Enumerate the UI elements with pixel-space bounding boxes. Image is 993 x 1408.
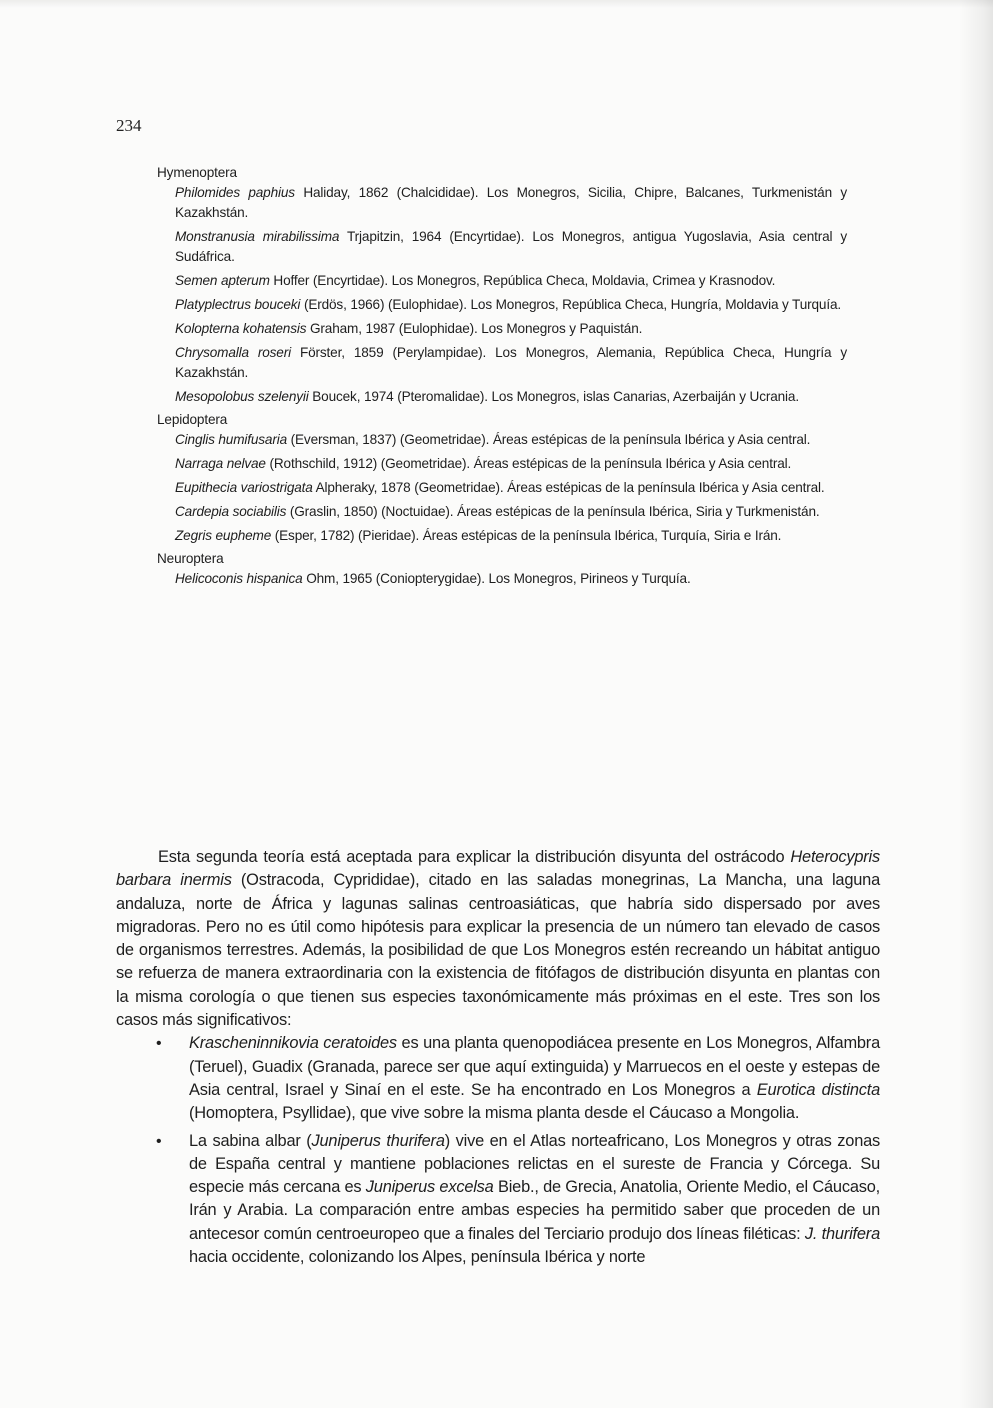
order-heading: Hymenoptera — [157, 165, 237, 180]
species-details: Alpheraky, 1878 (Geometridae). Áreas estépicas de la península Ibérica y Asia central. — [312, 480, 825, 495]
paragraph-text: Esta segunda teoría está aceptada para explicar la distribución disyunta del ostrácodo — [158, 848, 791, 866]
bullet-text: hacia occidente, colonizando los Alpes, península Ibérica y norte — [189, 1248, 646, 1267]
species-details: Haliday, 1862 (Chalcididae). Los Monegros, Sicilia, Chipre, Balcanes, Turkmenistán y Kazakhstán. — [175, 185, 847, 220]
species-entry — [175, 295, 847, 315]
species-entry — [175, 430, 847, 450]
species-details: (Rothschild, 1912) (Geometridae). Áreas estépicas de la península Ibérica y Asia central. — [265, 456, 792, 471]
species-name: J. thurifera — [804, 1224, 880, 1243]
species-details: Ohm, 1965 (Coniopterygidae). Los Monegros, Pirineos y Turquía. — [302, 571, 691, 586]
species-name: Eupithecia variostrigata — [175, 480, 313, 495]
species-list — [157, 163, 847, 592]
species-entry — [175, 183, 847, 223]
bullet-text: es una planta quenopodiácea presente en Los Monegros, Alfambra (Teruel), Guadix (Granada, parece ser que aquí extinguida) y Marruecos en el oeste y estepas de Asia central, Israel y Sinaí en el este. Se ha encontrado en Los Monegros a — [189, 1034, 880, 1099]
bullet-text: ) vive en el Atlas norteafricano, Los Monegros y otras zonas de España central y mantiene poblaciones relictas en el sureste de Francia y Córcega. Su especie más cercana es — [189, 1131, 881, 1197]
species-details: Boucek, 1974 (Pteromalidae). Los Monegros, islas Canarias, Azerbaiján y Ucrania. — [308, 389, 799, 404]
bullet-text: La sabina albar ( — [189, 1131, 312, 1150]
species-entry — [175, 343, 847, 383]
species-details: Hoffer (Encyrtidae). Los Monegros, República Checa, Moldavia, Crimea y Krasnodov. — [269, 273, 776, 288]
species-name: Eurotica distincta — [756, 1080, 881, 1099]
species-name: Cardepia sociabilis — [175, 504, 287, 519]
species-name: Heterocypris barbara inermis — [116, 848, 880, 890]
species-name: Platyplectrus bouceki — [175, 297, 301, 312]
species-entry — [175, 227, 847, 267]
species-name: Zegris eupheme — [175, 528, 272, 543]
body-text — [116, 846, 880, 1273]
species-details: (Eversman, 1837) (Geometridae). Áreas estépicas de la península Ibérica y Asia central. — [287, 432, 811, 447]
species-entry — [175, 526, 847, 546]
species-details: Trjapitzin, 1964 (Encyrtidae). Los Monegros, antigua Yugoslavia, Asia central y Sudáfrica. — [175, 229, 847, 264]
species-name: Krascheninnikovia ceratoides — [189, 1034, 397, 1053]
bullet-text: Bieb., de Grecia, Anatolia, Oriente Medio, el Cáucaso, Irán y Arabia. La comparación entre ambas especies ha permitido saber que proceden de un antecesor común centroeuropeo que a finales del Terciario produjo dos líneas filéticas: — [189, 1178, 880, 1243]
species-name: Juniperus excelsa — [365, 1178, 494, 1197]
species-name: Semen apterum — [175, 273, 270, 288]
bullet-list — [116, 1032, 880, 1269]
page-number: 234 — [116, 116, 142, 135]
scan-top-shadow — [0, 0, 993, 8]
species-name: Chrysomalla roseri — [175, 345, 291, 360]
species-entry — [175, 502, 847, 522]
species-name: Narraga nelvae — [175, 456, 266, 471]
order-heading: Neuroptera — [157, 551, 224, 566]
order-group-lepidoptera — [157, 410, 847, 546]
species-details: (Esper, 1782) (Pieridae). Áreas estépicas de la península Ibérica, Turquía, Siria e Irán. — [271, 528, 782, 543]
species-name: Monstranusia mirabilissima — [175, 229, 340, 244]
species-entry — [175, 454, 847, 474]
species-details: Graham, 1987 (Eulophidae). Los Monegros y Paquistán. — [306, 321, 643, 336]
paragraph-text: (Ostracoda, Cyprididae), citado en las saladas monegrinas, La Mancha, una laguna andaluza, norte de África y lagunas salinas centroasiáticas, que habría sido dispersado por aves migradoras. Pero no es útil como hipótesis para explicar la presencia de un número tan elevado de casos de organismos terrestres. Además, la posibilidad de que Los Monegros estén recreando un hábitat antiguo se refuerza de manera extraordinaria con la existencia de fitófagos de distribución disyunta en plantas con la misma corología o que tienen sus especies taxonómicamente más próximas en el este. Tres son los casos más significativos: — [116, 871, 880, 1030]
species-details: Förster, 1859 (Perylampidae). Los Monegros, Alemania, República Checa, Hungría y Kazakhstán. — [175, 345, 847, 380]
species-name: Mesopolobus szelenyii — [175, 389, 309, 404]
bullet-dot-icon: • — [156, 1132, 162, 1150]
species-entry — [175, 387, 847, 407]
species-name: Philomides paphius — [175, 185, 295, 200]
order-group-hymenoptera — [157, 163, 847, 407]
bullet-item — [116, 1032, 880, 1125]
scan-edge-shadow — [959, 0, 993, 1408]
species-entry — [175, 319, 847, 339]
species-details: (Graslin, 1850) (Noctuidae). Áreas estépicas de la península Ibérica, Siria y Turkmenistán. — [286, 504, 820, 519]
bullet-text: (Homoptera, Psyllidae), que vive sobre la misma planta desde el Cáucaso a Mongolia. — [189, 1104, 800, 1123]
order-heading: Lepidoptera — [157, 412, 228, 427]
species-entry — [175, 569, 847, 589]
bullet-item — [116, 1130, 880, 1270]
order-group-neuroptera — [157, 549, 847, 589]
species-name: Helicoconis hispanica — [175, 571, 303, 586]
species-name: Cinglis humifusaria — [175, 432, 287, 447]
species-name: Juniperus thurifera — [311, 1131, 445, 1150]
body-paragraph — [116, 846, 880, 1032]
species-details: (Erdös, 1966) (Eulophidae). Los Monegros, República Checa, Hungría, Moldavia y Turquía. — [300, 297, 841, 312]
species-name: Kolopterna kohatensis — [175, 321, 307, 336]
species-entry — [175, 271, 847, 291]
species-entry — [175, 478, 847, 498]
bullet-dot-icon: • — [156, 1035, 162, 1053]
